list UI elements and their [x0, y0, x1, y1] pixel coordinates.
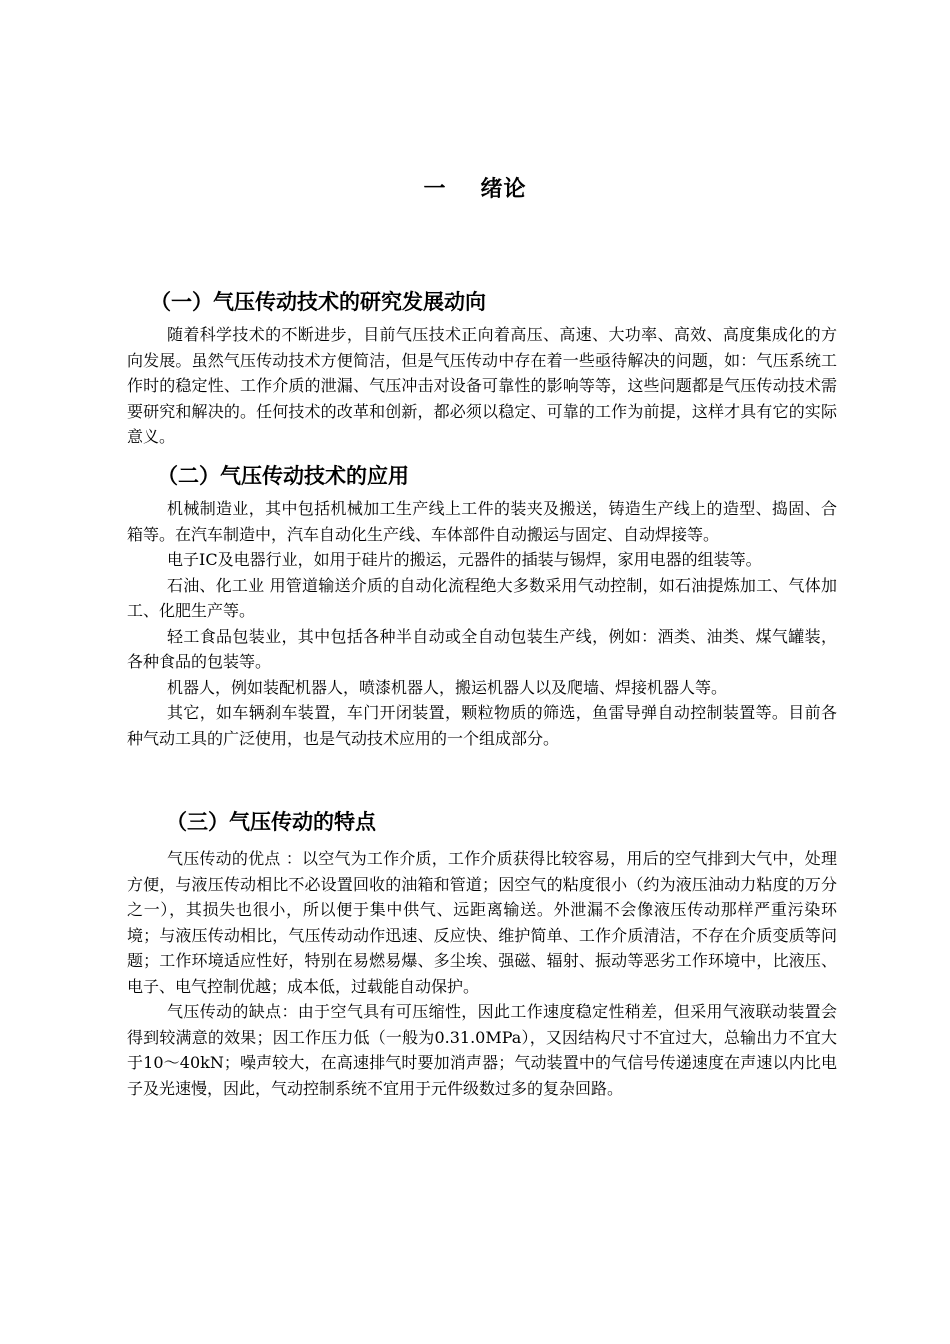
paragraph: 随着科学技术的不断进步，目前气压技术正向着高压、高速、大功率、高效、高度集成化的方向发展。虽然气压传动技术方便简洁，但是气压传动中存在着一些亟待解决的问题，如：气压系统工作时的稳定性、工作介质的泄漏、气压冲击对设备可靠性的影响等等，这些问题都是气压传动技术需要研究和解决的。任何技术的改革和创新，都必须以稳定、可靠的工作为前提，这样才具有它的实际意义。	[127, 325, 837, 446]
paragraph: 机器人，例如装配机器人，喷漆机器人，搬运机器人以及爬墙、焊接机器人等。	[167, 677, 728, 697]
paragraph: 机械制造业，其中包括机械加工生产线上工件的装夹及搬送，铸造生产线上的造型、捣固、合箱等。在汽车制造中，汽车自动化生产线、车体部件自动搬运与固定、自动焊接等。	[127, 499, 837, 544]
section-body-3	[127, 846, 837, 1101]
chapter-title-text: 绪论	[480, 177, 527, 202]
paragraph: 石油、化工业 用管道输送介质的自动化流程绝大多数采用气动控制，如石油提炼加工、气体加工、化肥生产等。	[127, 575, 837, 620]
paragraph: 电子IC及电器行业，如用于硅片的搬运，元器件的插装与锡焊，家用电器的组装等。	[167, 550, 762, 569]
section-heading-3: （三）气压传动的特点	[166, 810, 376, 834]
section-body-2	[127, 496, 837, 751]
section-heading-1: （一）气压传动技术的研究发展动向	[150, 290, 486, 314]
section-body-1	[127, 322, 837, 450]
chapter-title	[0, 172, 950, 203]
section-heading-2: （二）气压传动技术的应用	[157, 464, 409, 488]
paragraph: 气压传动的优点 ：以空气为工作介质，工作介质获得比较容易，用后的空气排到大气中，处理方便，与液压传动相比不必设置回收的油箱和管道；因空气的粘度很小（约为液压油动力粘度的万分之一），其损失也很小，所以便于集中供气、远距离输送。外泄漏不会像液压传动那样严重污染环境；与液压传动相比，气压传动动作迅速、反应快、维护简单、工作介质清洁，不存在介质变质等问题；工作环境适应性好，特别在易燃易爆、多尘埃、强磁、辐射、振动等恶劣工作环境中，比液压、电子、电气控制优越；成本低，过载能自动保护。	[127, 849, 837, 996]
paragraph: 气压传动的缺点：由于空气具有可压缩性，因此工作速度稳定性稍差，但采用气液联动装置会得到较满意的效果；因工作压力低（一般为0.31.0MPa），又因结构尺寸不宜过大，总输出力不宜大于10～40kN；噪声较大，在高速排气时要加消声器；气动装置中的气信号传递速度在声速以内比电子及光速慢，因此，气动控制系统不宜用于元件级数过多的复杂回路。	[127, 1002, 837, 1098]
paragraph: 轻工食品包装业，其中包括各种半自动或全自动包装生产线，例如：酒类、油类、煤气罐装，各种食品的包装等。	[127, 626, 837, 671]
chapter-number: 一	[423, 177, 447, 202]
paragraph: 其它，如车辆刹车装置，车门开闭装置，颗粒物质的筛选，鱼雷导弹自动控制装置等。目前各种气动工具的广泛使用，也是气动技术应用的一个组成部分。	[127, 703, 837, 748]
